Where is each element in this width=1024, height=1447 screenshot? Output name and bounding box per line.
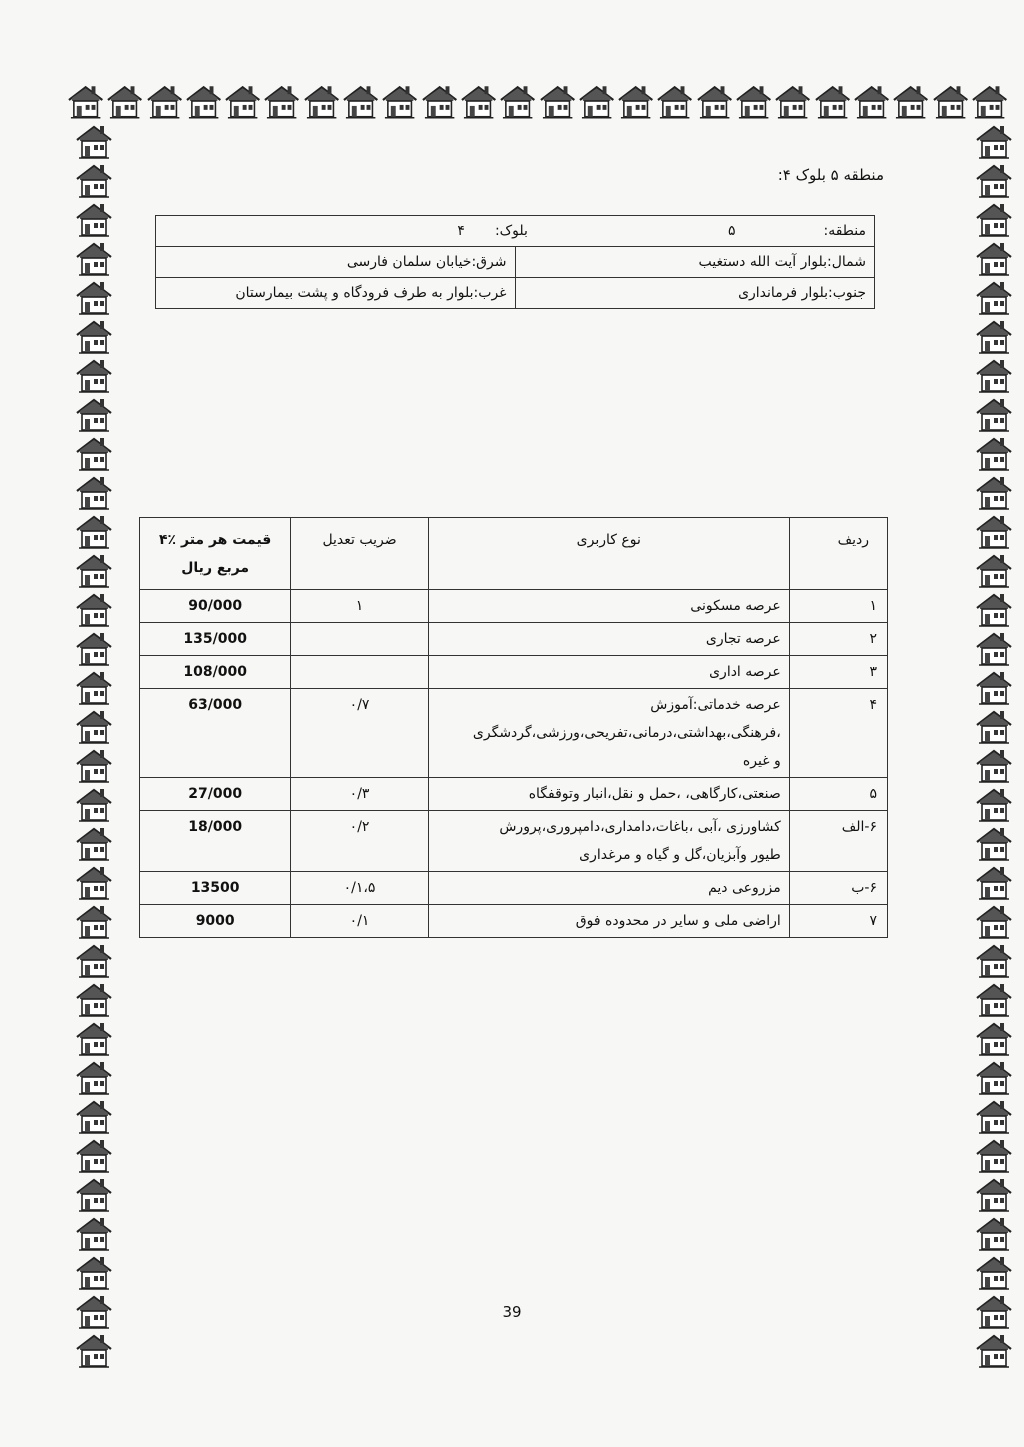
house-icon [74,278,114,317]
south-boundary: جنوب:بلوار فرمانداری [515,278,875,309]
west-boundary: غرب:بلوار به طرف فرودگاه و پشت بیمارستان [156,278,516,309]
house-icon [852,82,891,121]
house-icon [616,82,655,121]
land-use-rates-table [139,517,888,938]
house-icon [74,1214,114,1253]
row-number: ۴ [789,689,887,778]
house-icon [459,82,498,121]
house-icon [74,1097,114,1136]
house-icon [74,629,114,668]
north-boundary: شمال:بلوار آیت الله دستغیب [515,247,875,278]
usage-type-line: عرصه اداری [709,664,781,680]
house-icon [74,980,114,1019]
house-icon [974,863,1014,902]
table-row [140,872,888,905]
east-boundary: شرق:خیابان سلمان فارسی [156,247,516,278]
price-per-sqm: 135/000 [140,623,291,656]
house-icon [974,1253,1014,1292]
house-icon [145,82,184,121]
house-icon [74,746,114,785]
house-icon [498,82,537,121]
info-row-south-west [156,278,875,309]
usage-type-line: صنعتی،کارگاهی، ،حمل و نقل،انبار وتوقفگاه [528,786,781,802]
block-label: بلوک: [494,223,528,239]
block-value: ۴ [457,223,465,239]
usage-type [428,905,789,938]
price-per-sqm: 18/000 [140,811,291,872]
house-icon [891,82,930,121]
info-row-zone [156,216,875,247]
usage-type [428,590,789,623]
zone-value: ۵ [727,223,736,239]
house-icon [341,82,380,121]
usage-type [428,656,789,689]
house-icon [538,82,577,121]
price-per-sqm: 27/000 [140,778,291,811]
house-icon [74,395,114,434]
house-icon [262,82,301,121]
house-icon [974,473,1014,512]
table-header-row [140,518,888,590]
house-icon [974,200,1014,239]
house-icon [184,82,223,121]
row-number: ۷ [789,905,887,938]
house-icon [74,1175,114,1214]
table-row [140,778,888,811]
adjustment-coefficient: ۰/۳ [291,778,428,811]
house-icon [74,1331,114,1370]
house-icon [974,1175,1014,1214]
usage-type-line: عرصه مسکونی [690,598,781,614]
page-number: 39 [502,1303,522,1321]
house-icon [974,668,1014,707]
usage-type [428,623,789,656]
house-icon [974,629,1014,668]
house-icon [974,902,1014,941]
row-number: ۳ [789,656,887,689]
house-icon [974,707,1014,746]
usage-type-line: عرصه خدماتی:آموزش [650,697,781,713]
house-icon [974,1097,1014,1136]
house-icon [74,1136,114,1175]
adjustment-coefficient: ۰/۱ [291,905,428,938]
house-icon [74,239,114,278]
house-icon [813,82,852,121]
usage-type-line: طیور وآبزیان،گل و گیاه و مرغداری [579,847,781,863]
header-price-per-sqm: ۴٪ قیمت هر متر مربع ریال [140,518,291,590]
house-icon [974,824,1014,863]
house-icon [974,356,1014,395]
usage-type-line: مزروعی دیم [708,880,781,896]
house-border-right [974,122,1014,1392]
house-icon [74,785,114,824]
house-icon [74,317,114,356]
block-info-table [155,215,875,309]
price-per-sqm: 13500 [140,872,291,905]
table-row [140,689,888,778]
house-icon [74,512,114,551]
house-icon [105,82,144,121]
house-icon [74,122,114,161]
house-icon [577,82,616,121]
usage-type [428,778,789,811]
price-per-sqm: 90/000 [140,590,291,623]
header-adjustment-coefficient: ضریب تعدیل [291,518,428,590]
table-row [140,656,888,689]
adjustment-coefficient: ۱ [291,590,428,623]
house-icon [74,941,114,980]
house-icon [734,82,773,121]
house-icon [974,785,1014,824]
row-number: ۶-ب [789,872,887,905]
house-icon [74,200,114,239]
house-icon [74,863,114,902]
adjustment-coefficient [291,623,428,656]
house-icon [773,82,812,121]
usage-type [428,872,789,905]
house-icon [223,82,262,121]
table-row [140,623,888,656]
house-icon [974,1058,1014,1097]
house-icon [74,1058,114,1097]
row-number: ۵ [789,778,887,811]
usage-type-line: کشاورزی ،آبی ،باغات،دامداری،دامپروری،پرورش [499,819,781,835]
house-icon [974,1331,1014,1370]
house-icon [931,82,970,121]
house-icon [420,82,459,121]
adjustment-coefficient [291,656,428,689]
price-per-sqm: 63/000 [140,689,291,778]
table-row [140,590,888,623]
house-icon [655,82,694,121]
house-icon [974,161,1014,200]
house-icon [974,278,1014,317]
house-icon [974,434,1014,473]
house-icon [74,356,114,395]
house-icon [974,1136,1014,1175]
table-row [140,811,888,872]
house-icon [974,317,1014,356]
house-icon [74,551,114,590]
house-icon [302,82,341,121]
adjustment-coefficient: ۰/۱،۵ [291,872,428,905]
adjustment-coefficient: ۰/۲ [291,811,428,872]
header-row-number: ردیف [789,518,887,590]
house-icon [974,551,1014,590]
price-per-sqm: 9000 [140,905,291,938]
house-icon [695,82,734,121]
row-number: ۲ [789,623,887,656]
house-icon [74,473,114,512]
house-icon [974,590,1014,629]
house-icon [74,1253,114,1292]
row-number: ۱ [789,590,887,623]
house-icon [974,1019,1014,1058]
house-icon [74,707,114,746]
house-icon [974,512,1014,551]
usage-type-line: و غیره [742,753,781,769]
house-icon [974,122,1014,161]
usage-type [428,689,789,778]
usage-type-line: اراضی ملی و سایر در محدوده فوق [575,913,781,929]
house-icon [74,590,114,629]
house-icon [974,1214,1014,1253]
house-icon [66,82,105,121]
house-border-top [66,82,1010,122]
house-icon [74,434,114,473]
house-icon [74,824,114,863]
house-icon [970,82,1009,121]
house-icon [74,668,114,707]
house-border-left [74,122,114,1392]
adjustment-coefficient: ۰/۷ [291,689,428,778]
house-icon [974,239,1014,278]
usage-type-line: ،فرهنگی،بهداشتی،درمانی،تفریحی،ورزشی،گردشگری [472,725,781,741]
section-heading: منطقه ۵ بلوک ۴: [777,166,884,184]
house-icon [974,980,1014,1019]
house-icon [974,746,1014,785]
price-per-sqm: 108/000 [140,656,291,689]
house-icon [974,941,1014,980]
info-row-north-east [156,247,875,278]
header-usage-type: نوع کاربری [428,518,789,590]
house-icon [74,1019,114,1058]
usage-type [428,811,789,872]
house-icon [74,902,114,941]
zone-label: منطقه: [823,223,866,239]
row-number: ۶-الف [789,811,887,872]
house-icon [974,395,1014,434]
usage-type-line: عرصه تجاری [705,631,781,647]
house-icon [74,161,114,200]
table-row [140,905,888,938]
house-icon [380,82,419,121]
